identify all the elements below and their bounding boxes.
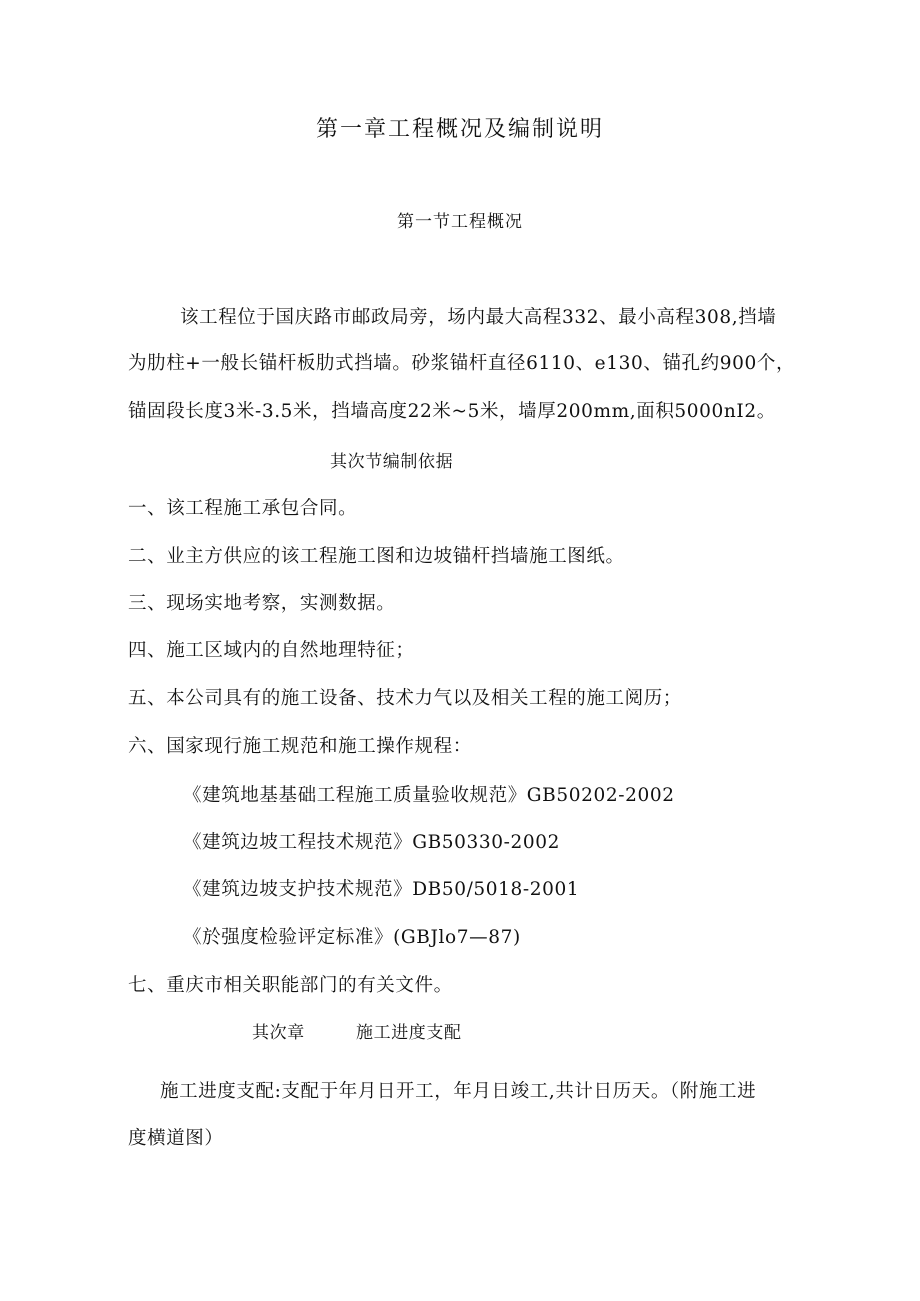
basis-item-3: 三、现场实地考察，实测数据。 xyxy=(128,593,396,614)
standard-3: 《建筑边坡支护技术规范》DB50/5018-2001 xyxy=(183,879,580,900)
basis-item-2: 二、业主方供应的该工程施工图和边坡锚杆挡墙施工图纸。 xyxy=(128,546,625,567)
chapter-2-label: 其次章 xyxy=(252,1023,305,1043)
basis-item-5: 五、本公司具有的施工设备、技术力气以及相关工程的施工阅历； xyxy=(128,688,682,709)
basis-item-6: 六、国家现行施工规范和施工操作规程： xyxy=(128,736,472,757)
chapter-2-title: 施工进度支配 xyxy=(356,1023,462,1043)
basis-item-7: 七、重庆市相关职能部门的有关文件。 xyxy=(128,975,453,996)
basis-item-4: 四、施工区域内的自然地理特征； xyxy=(128,640,415,661)
schedule-line-1: 施工进度支配:支配于年月日开工，年月日竣工,共计日历天。（附施工进 xyxy=(160,1081,757,1102)
standard-4: 《於强度检验评定标准》(GBJlo7—87) xyxy=(183,927,521,948)
chapter-1-title: 第一章工程概况及编制说明 xyxy=(315,117,604,142)
section-2-title: 其次节编制依据 xyxy=(330,452,454,472)
standard-1: 《建筑地基基础工程施工质量验收规范》GB50202-2002 xyxy=(183,785,675,806)
overview-line-2: 为肋柱+一般长锚杆板肋式挡墙。砂浆锚杆直径6110、e130、锚孔约900个， xyxy=(128,353,796,374)
schedule-line-2: 度横道图） xyxy=(128,1128,224,1149)
overview-line-1: 该工程位于国庆路市邮政局旁，场内最大高程332、最小高程308,挡墙 xyxy=(180,307,777,328)
basis-item-1: 一、该工程施工承包合同。 xyxy=(128,498,358,519)
standard-2: 《建筑边坡工程技术规范》GB50330-2002 xyxy=(183,832,560,853)
overview-line-3: 锚固段长度3米-3.5米，挡墙高度22米~5米，墙厚200mm,面积5000nI2。 xyxy=(128,401,776,422)
section-1-title: 第一节工程概况 xyxy=(397,212,523,232)
